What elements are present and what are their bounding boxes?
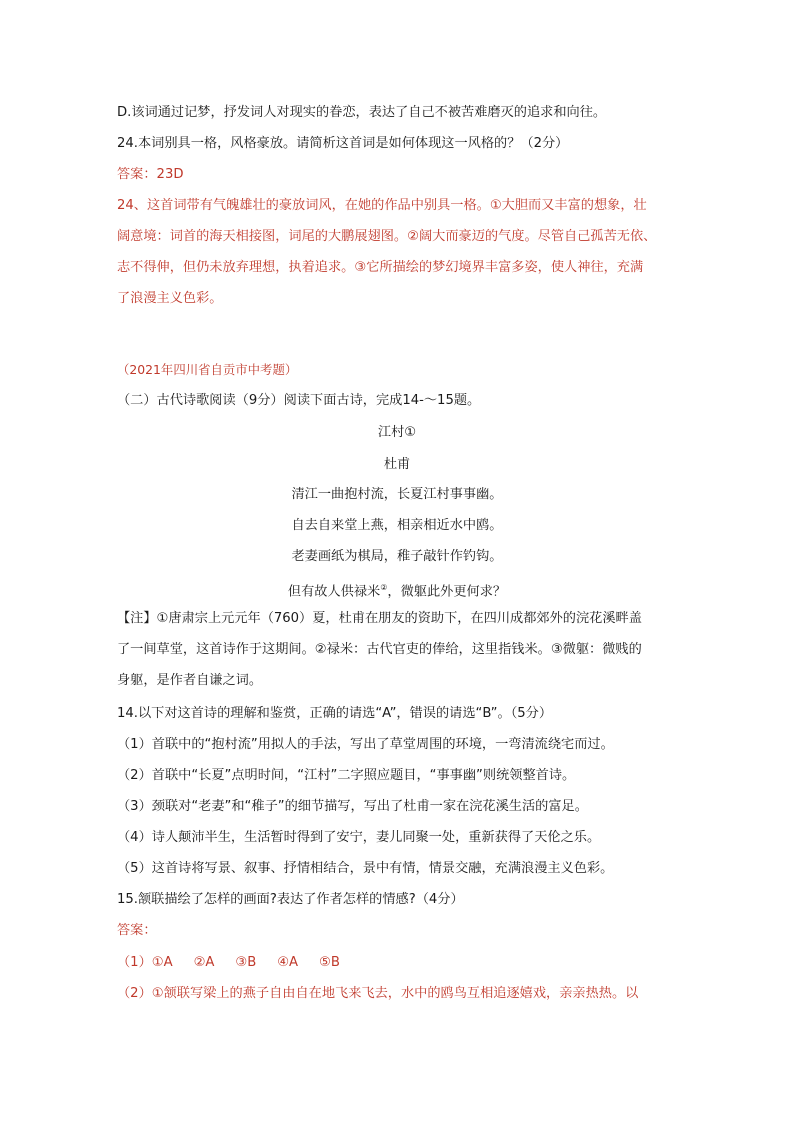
answer-label-2: 答案： <box>117 923 157 938</box>
option-2: （2）首联中“长夏”点明时间，“江村”二字照应题目，“事事幽”则统领整首诗。 <box>117 768 576 783</box>
poem-line-4 <box>0 579 794 601</box>
option-3: （3）颈联对“老妻”和“稚子”的细节描写，写出了杜甫一家在浣花溪生活的富足。 <box>117 799 588 814</box>
poem-line-3: 老妻画纸为棋局，稚子敲针作钓钩。 <box>291 549 503 564</box>
answer-24-line-1-part-b: ①大胆而又丰富的想象，壮 <box>489 198 647 213</box>
poem-line-4-part-a: 但有故人供禄米 <box>287 584 381 600</box>
poem-author: 杜甫 <box>383 457 411 472</box>
option-d-text: D.该词通过记梦，抒发词人对现实的眷恋，表达了自己不被苦难磨灭的追求和向往。 <box>117 105 607 120</box>
answer-15-line-1: （2）①颔联写梁上的燕子自由自在地飞来飞去，水中的鸥鸟互相追逐嬉戏，亲亲热热。以 <box>117 986 639 1001</box>
answer-14: （1）①A ②A ③B ④A ⑤B <box>117 955 340 970</box>
note-line-1: 【注】①唐肃宗上元元年（760）夏，杜甫在朋友的资助下，在四川成都郊外的浣花溪畔盖 <box>117 611 642 626</box>
answer-24-line-4: 了浪漫主义色彩。 <box>117 291 223 306</box>
poem-line-1: 清江一曲抱村流，长夏江村事事幽。 <box>291 487 503 502</box>
answer-24-line-1 <box>117 197 647 215</box>
note-line-3: 身躯，是作者自谦之词。 <box>117 673 263 688</box>
question-15: 15.颔联描绘了怎样的画面?表达了作者怎样的情感?（4分） <box>117 892 464 907</box>
answer-24-line-1-part-a: 24、这首词带有气魄雄壮的豪放词风，在她的作品中别具一格。 <box>117 198 490 213</box>
poem-line-2: 自去自来堂上燕，相亲相近水中鸥。 <box>291 518 503 533</box>
exam-source: （2021年四川省自贡市中考题） <box>117 362 298 377</box>
poem-title: 江村① <box>377 425 417 440</box>
poem-line-4-part-b: ，微躯此外更何求？ <box>387 584 507 600</box>
answer-24-line-2-part-a: 阔意境：词首的海天相接图，词尾的大鹏展翅图。②阔大而豪迈的气度。 <box>117 229 538 244</box>
option-1: （1）首联中的“抱村流”用拟人的手法，写出了草堂周围的环境，一弯清流绕宅而过。 <box>117 737 614 752</box>
option-5: （5）这首诗将写景、叙事、抒情相结合，景中有情，情景交融，充满浪漫主义色彩。 <box>117 861 614 876</box>
answer-24-line-2-part-b: 尽管自己孤苦无依、 <box>537 229 657 244</box>
answer-24-line-3: 志不得伸，但仍未放弃理想，执着追求。③它所描绘的梦幻境界丰富多姿，使人神往，充满 <box>117 260 644 275</box>
question-14: 14.以下对这首诗的理解和鉴赏，正确的请选“A”，错误的请选“B”。（5分） <box>117 706 553 721</box>
answer-label-1: 答案：23D <box>117 167 184 182</box>
footnote-marker: ② <box>380 583 388 592</box>
section-heading: （二）古代诗歌阅读（9分）阅读下面古诗，完成14-～15题。 <box>117 393 481 408</box>
option-4: （4）诗人颠沛半生，生活暂时得到了安宁，妻儿同聚一处，重新获得了天伦之乐。 <box>117 830 601 845</box>
note-line-2: 了一间草堂，这首诗作于这期间。②禄米：古代官吏的俸给，这里指钱米。③微躯：微贱的 <box>117 642 642 657</box>
question-24: 24.本词别具一格，风格豪放。请简析这首词是如何体现这一风格的？（2分） <box>117 136 569 151</box>
answer-24-line-2 <box>117 228 656 246</box>
